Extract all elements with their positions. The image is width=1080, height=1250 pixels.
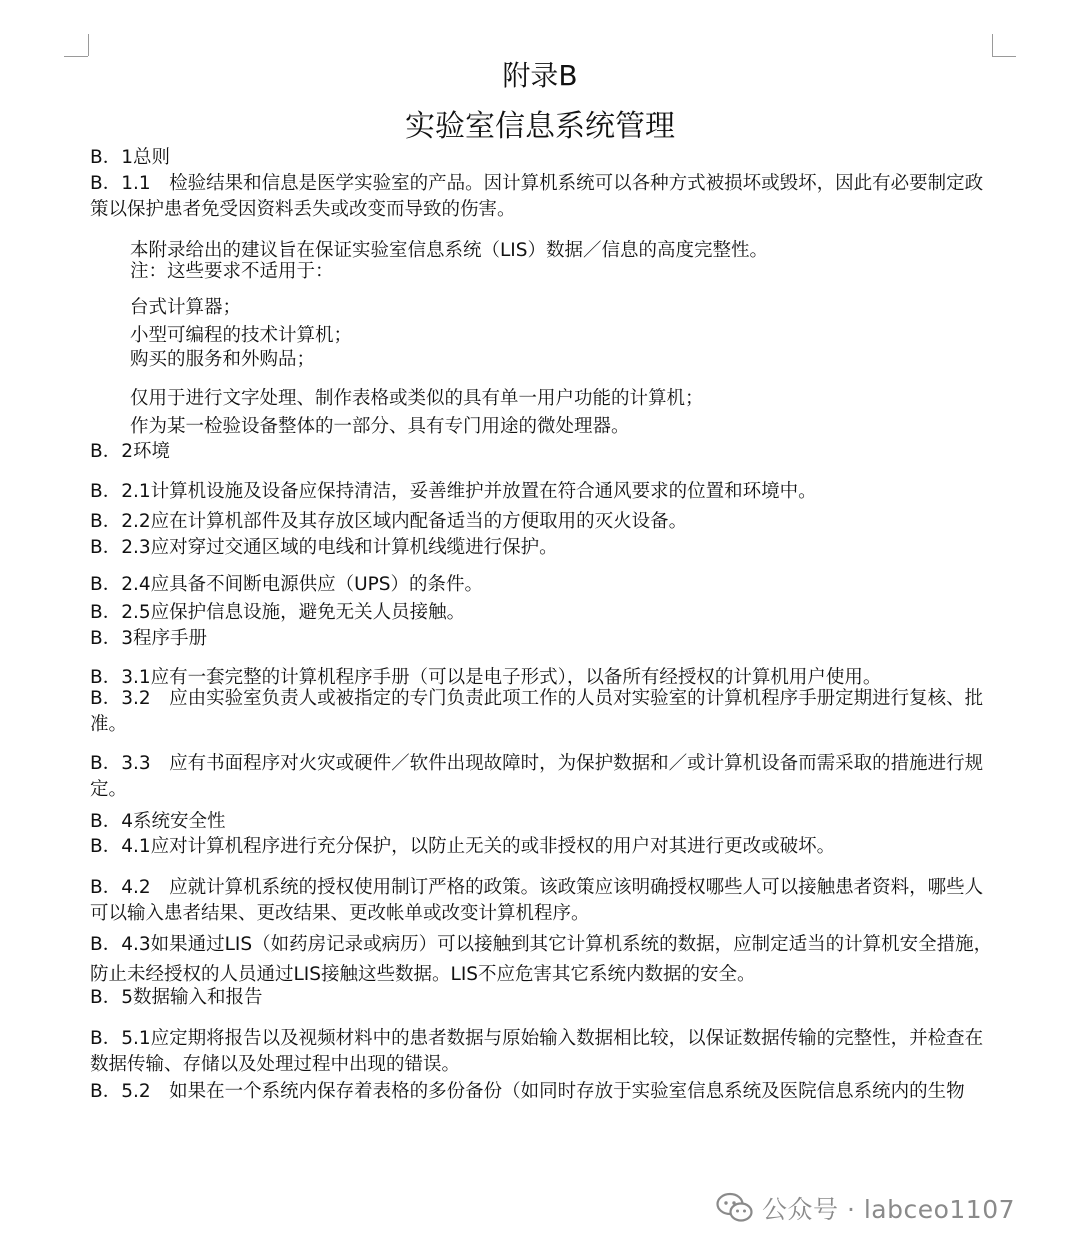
paragraph-b2-5: B．2.5应保护信息设施，避免无关人员接触。 — [90, 602, 466, 623]
paragraph-b4-1: B．4.1应对计算机程序进行充分保护，以防止无关的或非授权的用户对其进行更改或破坏。 — [90, 836, 836, 857]
section-heading-b5: B．5数据输入和报告 — [90, 987, 263, 1008]
list-item: 购买的服务和外购品； — [130, 349, 316, 370]
watermark — [716, 1188, 1015, 1228]
wechat-icon — [716, 1192, 754, 1224]
paragraph-intro: 本附录给出的建议旨在保证实验室信息系统（LIS）数据／信息的高度完整性。 — [130, 240, 769, 261]
list-item: 小型可编程的技术计算机； — [130, 325, 353, 346]
paragraph-b2-1: B．2.1计算机设施及设备应保持清洁，妥善维护并放置在符合通风要求的位置和环境中。 — [90, 481, 817, 502]
section-heading-b3: B．3程序手册 — [90, 628, 207, 649]
paragraph-b4-3: B．4.3如果通过LIS（如药房记录或病历）可以接触到其它计算机系统的数据，应制定适当的计算机安全措施，防止未经授权的人员通过LIS接触这些数据。LIS不应危害其它系统内数据的安全。 — [90, 934, 993, 985]
paragraph-b1-1: B．1.1 检验结果和信息是医学实验室的产品。因计算机系统可以各种方式被损坏或毁坏，因此有必要制定政策以保护患者免受因资料丢失或改变而导致的伤害。 — [90, 173, 984, 220]
paragraph-b5-1: B．5.1应定期将报告以及视频材料中的患者数据与原始输入数据相比较，以保证数据传输的完整性，并检查在数据传输、存储以及处理过程中出现的错误。 — [90, 1028, 984, 1075]
paragraph-b3-3: B．3.3 应有书面程序对火灾或硬件／软件出现故障时，为保护数据和／或计算机设备而需采取的措施进行规定。 — [90, 753, 984, 800]
paragraph-b2-3: B．2.3应对穿过交通区域的电线和计算机线缆进行保护。 — [90, 537, 558, 558]
paragraph-b3-2: B．3.2 应由实验室负责人或被指定的专门负责此项工作的人员对实验室的计算机程序手册定期进行复核、批准。 — [90, 688, 984, 735]
list-item: 作为某一检验设备整体的一部分、具有专门用途的微处理器。 — [130, 416, 630, 437]
appendix-title: 附录B — [502, 59, 578, 92]
appendix-subtitle: 实验室信息系统管理 — [405, 109, 675, 144]
note-label: 注：这些要求不适用于： — [130, 261, 334, 282]
watermark-text: 公众号 · labceo1107 — [762, 1195, 1016, 1224]
paragraph-b2-2: B．2.2应在计算机部件及其存放区域内配备适当的方便取用的灭火设备。 — [90, 511, 688, 532]
paragraph-b3-1: B．3.1应有一套完整的计算机程序手册（可以是电子形式），以备所有经授权的计算机用户使用。 — [90, 667, 882, 688]
section-heading-b2: B．2环境 — [90, 441, 170, 462]
paragraph-b5-2: B．5.2 如果在一个系统内保存着表格的多份备份（如同时存放于实验室信息系统及医院信息系统内的生物 — [90, 1081, 965, 1102]
paragraph-b2-4: B．2.4应具备不间断电源供应（UPS）的条件。 — [90, 574, 484, 595]
section-heading-b1: B．1总则 — [90, 147, 170, 168]
list-item: 仅用于进行文字处理、制作表格或类似的具有单一用户功能的计算机； — [130, 388, 704, 409]
section-heading-b4: B．4系统安全性 — [90, 811, 226, 832]
list-item: 台式计算器； — [130, 297, 242, 318]
paragraph-b4-2: B．4.2 应就计算机系统的授权使用制订严格的政策。该政策应该明确授权哪些人可以接触患者资料，哪些人可以输入患者结果、更改结果、更改帐单或改变计算机程序。 — [90, 877, 984, 924]
